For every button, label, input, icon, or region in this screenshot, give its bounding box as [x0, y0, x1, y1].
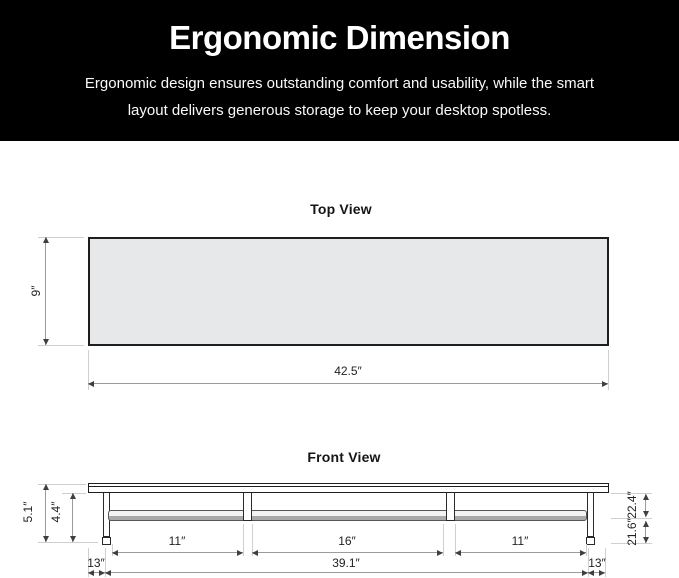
top-view-width-dim-line	[88, 383, 608, 384]
page-title: Ergonomic Dimension	[169, 19, 510, 56]
top-shelf-edge-line	[89, 486, 608, 487]
ext-line-left-support-outer	[243, 524, 244, 556]
left-foot-offset-dim-line	[88, 572, 105, 573]
upper-right-dim-label: 22.4″	[625, 491, 639, 519]
top-view-depth-dim-line	[45, 237, 46, 345]
header-banner	[0, 0, 679, 141]
left-foot	[102, 537, 111, 545]
top-view-ext-right	[608, 350, 609, 390]
ext-line-right-leg-inner	[586, 544, 587, 556]
overall-height-dim-line	[45, 484, 46, 542]
right-foot	[586, 537, 595, 545]
top-view-panel	[88, 237, 609, 346]
under-shelf-height-dim-label: 4.4″	[49, 501, 63, 523]
left-bay-dim-line	[112, 552, 243, 553]
ext-line-floor-left	[38, 542, 98, 543]
top-view-label: Top View	[310, 201, 372, 217]
ext-line-right-support-inner	[443, 524, 444, 556]
center-bay-dim-label: 16″	[338, 534, 356, 548]
header-subtitle-line2: layout delivers generous storage to keep your desktop spotless.	[127, 102, 552, 119]
right-center-support	[446, 492, 455, 521]
overall-height-dim-label: 5.1″	[21, 501, 35, 523]
left-center-support	[243, 492, 252, 521]
top-view-depth-dim-label: 9″	[29, 285, 43, 297]
leg-span-dim-line	[105, 572, 588, 573]
top-view-width-dim-label: 42.5″	[334, 364, 362, 378]
top-shelf	[88, 483, 609, 493]
top-view-ext-bottom	[38, 345, 84, 346]
lower-right-dim-label: 21.6″	[625, 518, 639, 546]
under-shelf-height-dim-line	[72, 493, 73, 542]
center-bay-dim-line	[252, 552, 443, 553]
header-subtitle-line1: Ergonomic design ensures outstanding comfort and usability, while the smart	[84, 75, 595, 92]
right-foot-offset-dim-line	[588, 572, 605, 573]
right-leg	[587, 492, 594, 537]
front-view-label: Front View	[307, 449, 381, 465]
right-foot-offset-dim-label: 13″	[588, 556, 606, 570]
right-bay-dim-label: 11″	[511, 534, 529, 548]
left-foot-offset-dim-label: 13″	[87, 556, 105, 570]
left-bay-dim-label: 11″	[168, 534, 186, 548]
upper-right-dim-line	[645, 494, 646, 517]
right-bay-dim-line	[455, 552, 586, 553]
middle-shelf	[108, 510, 587, 521]
lower-right-dim-line	[645, 521, 646, 543]
leg-span-dim-label: 39.1″	[332, 556, 360, 570]
